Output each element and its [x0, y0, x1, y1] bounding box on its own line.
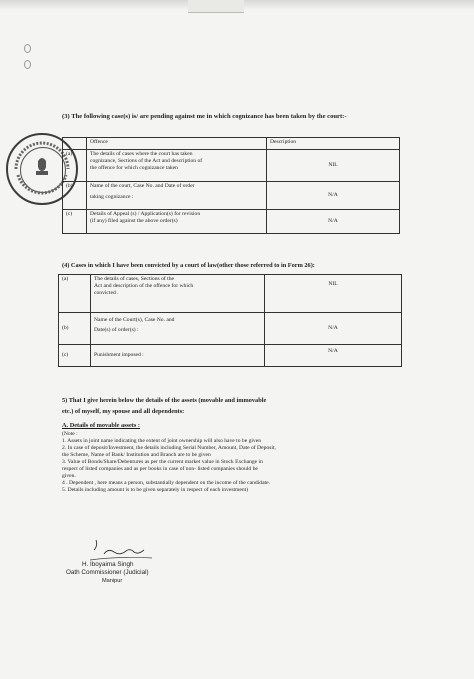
section-5-line: etc.) of myself, my spouse and all dependents: — [62, 408, 185, 415]
section-5-text — [62, 397, 422, 416]
row-detail-line: Punishment imposed : — [94, 352, 144, 358]
table-header-empty — [63, 138, 87, 150]
note-line: respect of listed companies and as per books in case of non- listed companies should be — [62, 466, 258, 472]
convicted-cases-table — [58, 274, 402, 367]
row-label: (b) — [63, 182, 87, 210]
col-offence-header: Offence — [87, 138, 267, 150]
signatory-name: H. Iboyaima Singh — [82, 561, 134, 568]
table-row — [59, 345, 402, 367]
row-label: (a) — [63, 150, 87, 182]
row-detail-line: convicted . — [94, 290, 119, 296]
row-value: N/A — [265, 313, 402, 345]
row-detail — [87, 150, 267, 182]
row-detail-line: the offence for which cognizance taken — [90, 165, 178, 171]
col-description-header: Description — [267, 138, 400, 150]
movable-assets-title: A. Details of movable assets : — [62, 422, 141, 429]
row-label: (c) — [63, 210, 87, 234]
row-value: N/A — [265, 345, 402, 367]
row-detail-line: Date(s) of order(s) : — [94, 327, 139, 333]
row-detail-line: Name of the Court(s), Case No. and — [94, 317, 175, 323]
table-header-row — [63, 138, 400, 150]
section-5-line: 5) That I give herein below the details of the assets (movable and immovable — [62, 397, 267, 404]
note-line: 3. Value of Bonds/Share/Debentures as per the current market value in Stock Exchange in — [62, 459, 263, 465]
row-detail — [91, 345, 265, 367]
signature-block — [64, 561, 149, 585]
row-label: (b) — [59, 313, 91, 345]
section-3-heading: (3) The following case(s) is/ are pending against me in which cognizance has been taken by the court:- — [62, 113, 347, 120]
note-line: 2. In case of deposit/Investment, the details including Serial Number, Amount, Date of Deposit, — [62, 445, 276, 451]
pending-cases-table — [62, 137, 400, 234]
signatory-designation: Oath Commissioner (Judicial) — [66, 569, 149, 576]
note-line: given. — [62, 473, 76, 479]
row-detail-line: Name of the court, Case No. and Date of order — [90, 183, 195, 189]
row-detail — [91, 275, 265, 313]
row-label: (a) — [59, 275, 91, 313]
row-detail-line: cognizance, Sections of the Act and description of — [90, 158, 203, 164]
section-4-heading: (4) Cases in which I have been convicted by a court of law(other those referred to in Form 26): — [62, 262, 315, 269]
row-detail-line: (if any) filed against the above order(s) — [90, 218, 178, 224]
note-line: 1. Assets in joint name indicating the extent of joint ownership will also have to be given — [62, 438, 262, 444]
note-line: 4 . Dependent , here means a person, substantially dependent on the income of the candidate. — [62, 480, 270, 486]
row-detail-line: taking cognizance : — [90, 194, 134, 200]
row-detail — [91, 313, 265, 345]
row-detail-line: Details of Appeal (s) / Application(s) for revision — [90, 211, 201, 217]
punch-hole — [24, 44, 31, 53]
row-detail — [87, 210, 267, 234]
table-row — [63, 210, 400, 234]
row-label: (c) — [59, 345, 91, 367]
row-value: N/A — [267, 182, 400, 210]
punch-hole — [24, 60, 31, 69]
table-row — [59, 275, 402, 313]
note-line: 5. Details including amount is to be given separately in respect of each investment) — [62, 487, 249, 493]
row-value: NIL — [267, 150, 400, 182]
row-detail-line: The details of cases, Sections of the — [94, 276, 174, 282]
row-detail-line: The details of cases where the court has taken — [90, 151, 193, 157]
row-detail-line: Act and description of the offence for which — [94, 283, 194, 289]
page-tab-mark — [188, 0, 244, 13]
movable-assets-notes — [62, 431, 422, 494]
table-row — [59, 313, 402, 345]
row-value: N/A — [267, 210, 400, 234]
row-detail — [87, 182, 267, 210]
table-row — [63, 182, 400, 210]
note-line: (Note : — [62, 431, 78, 437]
row-value: NIL — [265, 275, 402, 313]
signatory-place: Manipur — [102, 578, 123, 584]
table-row — [63, 150, 400, 182]
note-line: the Scheme, Name of Bank/ Institution and Branch are to be given — [62, 452, 211, 458]
